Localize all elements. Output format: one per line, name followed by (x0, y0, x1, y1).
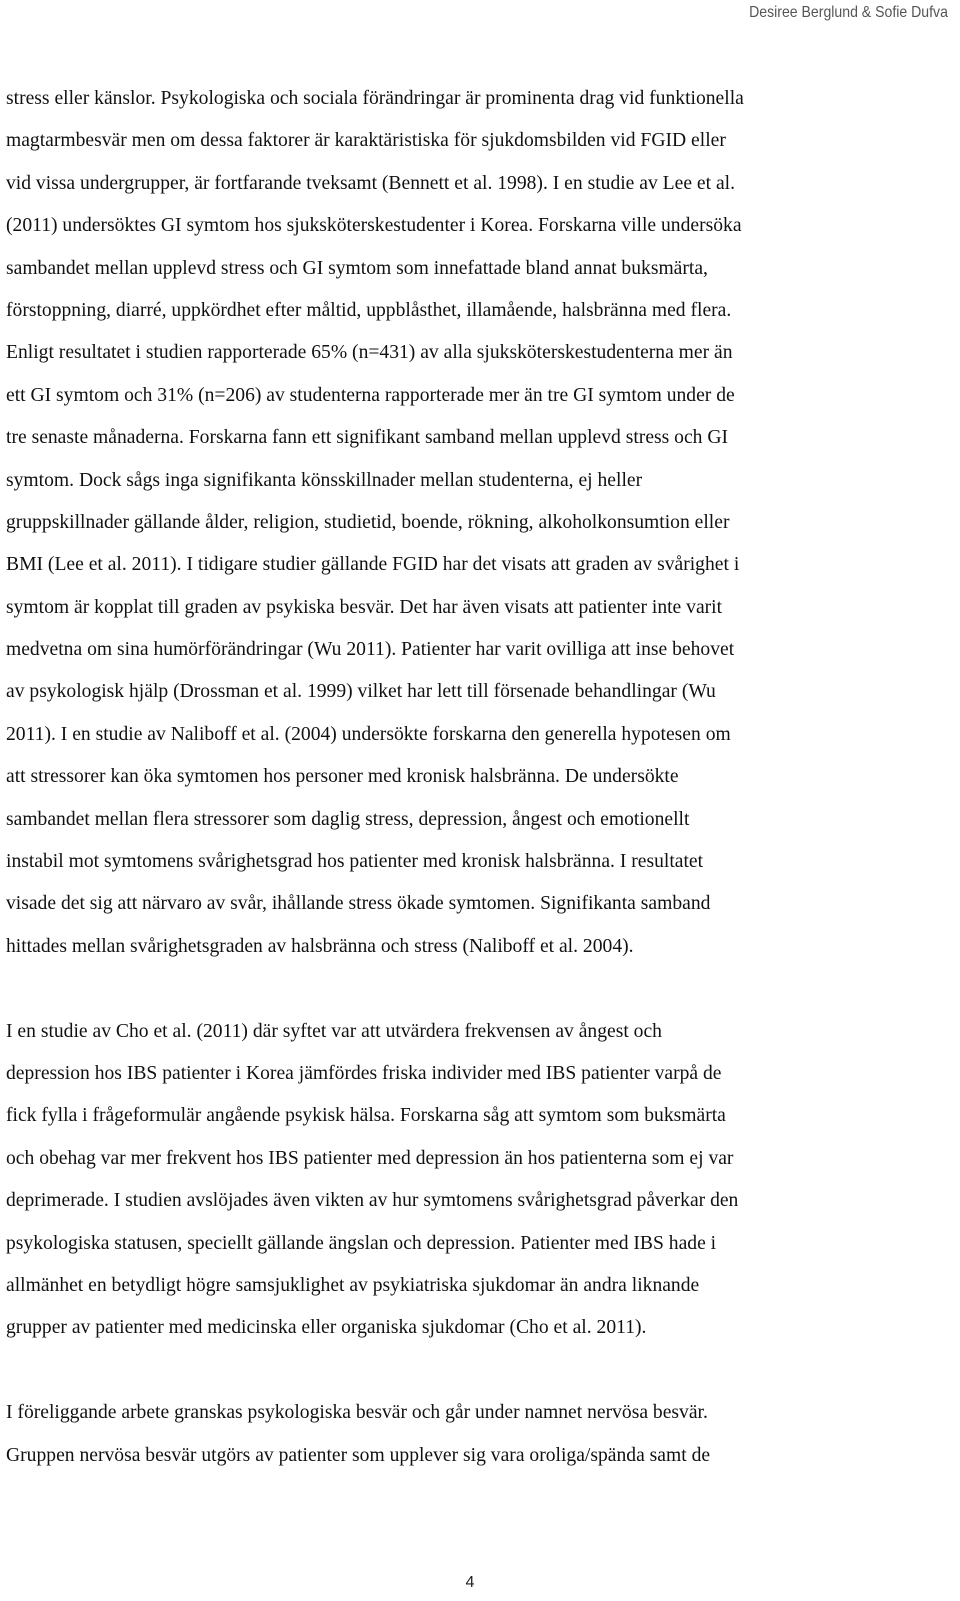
text-line: hittades mellan svårighetsgraden av halsbränna och stress (Naliboff et al. 2004). (6, 935, 634, 957)
text-line: stress eller känslor. Psykologiska och sociala förändringar är prominenta drag vid funktionella (6, 88, 744, 109)
text-line: BMI (Lee et al. 2011). I tidigare studier gällande FGID har det visats att graden av svårighet i (6, 554, 740, 576)
text-line: instabil mot symtomens svårighetsgrad hos patienter med kronisk halsbränna. I resultatet (6, 851, 704, 873)
paragraph-spacer (6, 1350, 946, 1392)
text-line: sambandet mellan upplevd stress och GI symtom som innefattade bland annat buksmärta, (6, 257, 708, 279)
paragraph (6, 1011, 946, 1350)
text-line: vid vissa undergrupper, är fortfarande tveksamt (Bennett et al. 1998). I en studie av Lee et al. (6, 172, 736, 194)
text-line: deprimerade. I studien avslöjades även vikten av hur symtomens svårighetsgrad påverkar den (6, 1190, 739, 1212)
text-line: I föreliggande arbete granskas psykologiska besvär och går under namnet nervösa besvär. (6, 1402, 708, 1424)
text-line: av psykologisk hjälp (Drossman et al. 1999) vilket har lett till försenade behandlingar (Wu (6, 681, 716, 703)
text-line: psykologiska statusen, speciellt gällande ängslan och depression. Patienter med IBS hade i (6, 1232, 717, 1254)
text-line: depression hos IBS patienter i Korea jämfördes friska individer med IBS patienter varpå de (6, 1062, 722, 1084)
text-line: visade det sig att närvaro av svår, ihållande stress ökade symtomen. Signifikanta samband (6, 893, 711, 915)
text-line: Gruppen nervösa besvär utgörs av patienter som upplever sig vara oroliga/spända samt de (6, 1444, 711, 1466)
text-line: ett GI symtom och 31% (n=206) av studenterna rapporterade mer än tre GI symtom under de (6, 384, 735, 406)
text-line: symtom är kopplat till graden av psykiska besvär. Det har även visats att patienter inte varit (6, 596, 723, 618)
text-line: fick fylla i frågeformulär angående psykisk hälsa. Forskarna såg att symtom som buksmärta (6, 1105, 726, 1127)
page-number: 4 (465, 1574, 475, 1591)
text-line: symtom. Dock sågs inga signifikanta könsskillnader mellan studenterna, ej heller (6, 469, 643, 491)
text-line: förstoppning, diarré, uppkördhet efter måltid, uppblåsthet, illamående, halsbränna med flera. (6, 299, 732, 321)
paragraph-spacer (6, 968, 946, 1010)
text-line: (2011) undersöktes GI symtom hos sjuksköterskestudenter i Korea. Forskarna ville undersöka (6, 215, 742, 237)
text-line: och obehag var mer frekvent hos IBS patienter med depression än hos patienterna som ej var (6, 1147, 734, 1169)
paragraph (6, 1392, 946, 1477)
text-line: sambandet mellan flera stressorer som daglig stress, depression, ångest och emotionellt (6, 808, 690, 830)
running-header: Desiree Berglund & Sofie Dufva (749, 4, 948, 21)
text-line: att stressorer kan öka symtomen hos personer med kronisk halsbränna. De undersökte (6, 766, 679, 788)
text-line: allmänhet en betydligt högre samsjuklighet av psykiatriska sjukdomar än andra liknande (6, 1274, 700, 1296)
text-line: tre senaste månaderna. Forskarna fann ett signifikant samband mellan upplevd stress och GI (6, 427, 729, 449)
text-line: Enligt resultatet i studien rapporterade 65% (n=431) av alla sjuksköterskestudenterna mer än (6, 342, 733, 364)
text-line: magtarmbesvär men om dessa faktorer är karaktäristiska för sjukdomsbilden vid FGID eller (6, 130, 726, 152)
text-line: grupper av patienter med medicinska eller organiska sjukdomar (Cho et al. 2011). (6, 1317, 647, 1339)
paragraph (6, 78, 946, 968)
document-body (6, 78, 946, 1477)
text-line: gruppskillnader gällande ålder, religion, studietid, boende, rökning, alkoholkonsumtion eller (6, 511, 730, 533)
text-line: 2011). I en studie av Naliboff et al. (2004) undersökte forskarna den generella hypotesen om (6, 723, 731, 745)
text-line: medvetna om sina humörförändringar (Wu 2011). Patienter har varit ovilliga att inse behovet (6, 639, 735, 661)
text-line: I en studie av Cho et al. (2011) där syftet var att utvärdera frekvensen av ångest och (6, 1020, 662, 1042)
